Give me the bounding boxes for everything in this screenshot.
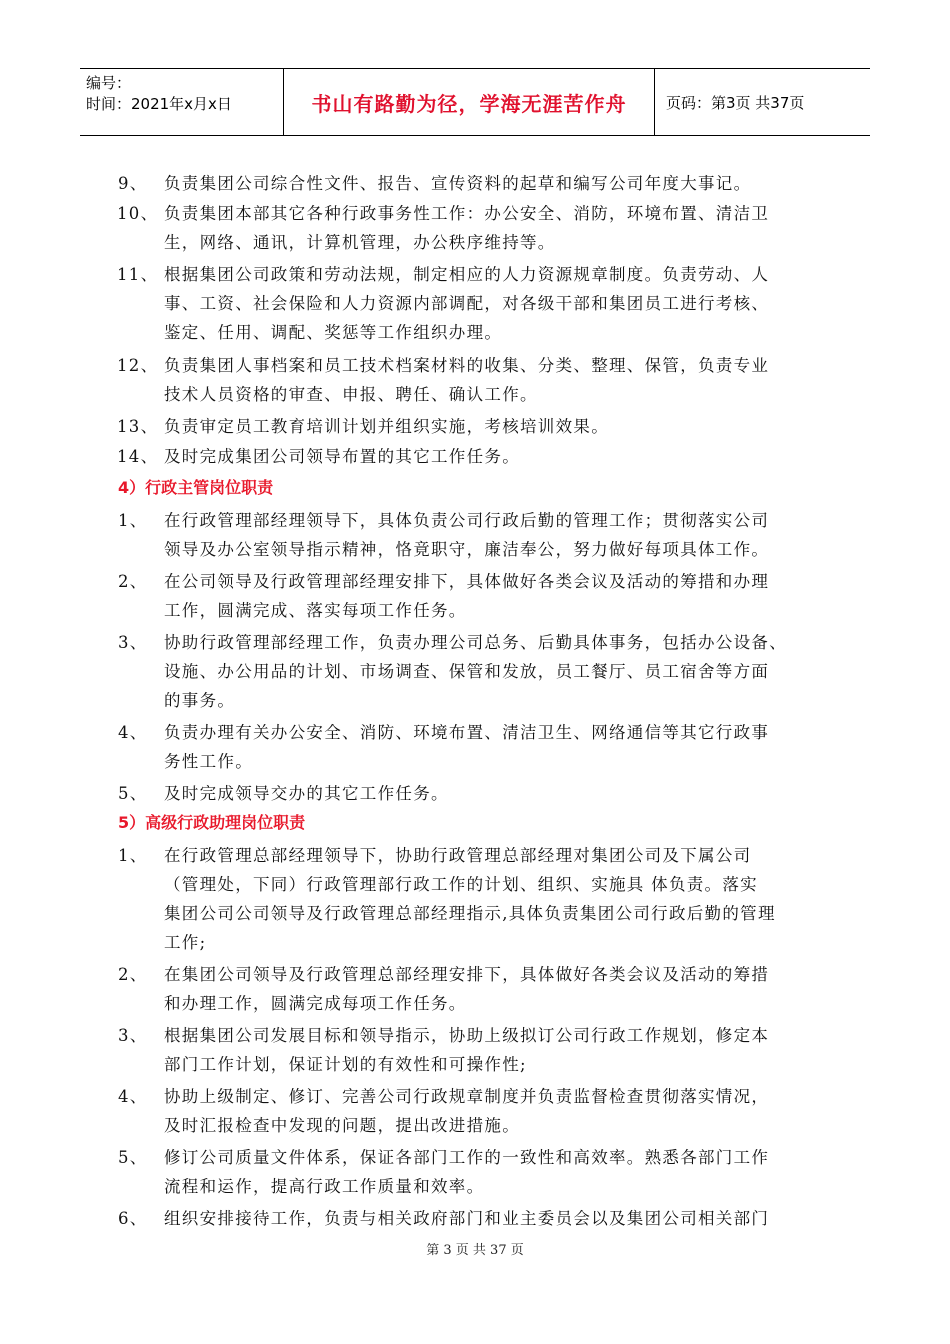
item-text-continued: 设施、办公用品的计划、市场调查、保管和发放，员工餐厅、员工宿舍等方面 <box>164 662 770 681</box>
item-text-continued: （管理处，下同）行政管理部行政工作的计划、组织、实施具 体负责。落实 <box>164 875 758 894</box>
item-text: 组织安排接待工作，负责与相关政府部门和业主委员会以及集团公司相关部门 <box>164 1209 770 1228</box>
item-number: 6、 <box>118 1209 148 1228</box>
header-divider <box>283 69 284 135</box>
item-number: 5、 <box>118 784 148 803</box>
item-text: 在集团公司领导及行政管理总部经理安排下，具体做好各类会议及活动的筹措 <box>164 965 770 984</box>
item-text-continued: 的事务。 <box>164 691 236 710</box>
item-number: 12、 <box>117 356 159 375</box>
item-number: 13、 <box>117 417 159 436</box>
item-text-continued: 鉴定、任用、调配、奖惩等工作组织办理。 <box>164 323 503 342</box>
header-motto: 书山有路勤为径，学海无涯苦作舟 <box>311 91 627 116</box>
item-text-continued: 及时汇报检查中发现的问题，提出改进措施。 <box>164 1116 520 1135</box>
item-text: 及时完成领导交办的其它工作任务。 <box>164 784 449 803</box>
item-text-continued: 工作，圆满完成、落实每项工作任务。 <box>164 601 467 620</box>
item-text-continued: 事、工资、社会保险和人力资源内部调配，对各级干部和集团员工进行考核、 <box>164 294 770 313</box>
item-text: 协助行政管理部经理工作，负责办理公司总务、后勤具体事务，包括办公设备、 <box>164 633 787 652</box>
item-number: 1、 <box>118 511 148 530</box>
item-text-continued: 领导及办公室领导指示精神，恪竟职守，廉洁奉公，努力做好每项具体工作。 <box>164 540 770 559</box>
item-text-continued: 和办理工作，圆满完成每项工作任务。 <box>164 994 467 1013</box>
item-number: 1、 <box>118 846 148 865</box>
item-text: 负责集团人事档案和员工技术档案材料的收集、分类、整理、保管，负责专业 <box>164 356 770 375</box>
time-label: 时间：2021年x月x日 <box>86 95 232 113</box>
item-text: 负责集团公司综合性文件、报告、宣传资料的起草和编写公司年度大事记。 <box>164 174 752 193</box>
item-text: 负责审定员工教育培训计划并组织实施，考核培训效果。 <box>164 417 609 436</box>
item-text: 在行政管理总部经理领导下，协助行政管理总部经理对集团公司及下属公司 <box>164 846 752 865</box>
item-text: 及时完成集团公司领导布置的其它工作任务。 <box>164 447 520 466</box>
item-number: 2、 <box>118 572 148 591</box>
header-meta <box>86 73 281 115</box>
item-text-continued: 部门工作计划，保证计划的有效性和可操作性; <box>164 1055 527 1074</box>
item-number: 10、 <box>117 204 159 223</box>
item-number: 11、 <box>117 265 159 284</box>
item-text: 修订公司质量文件体系，保证各部门工作的一致性和高效率。熟悉各部门工作 <box>164 1148 770 1167</box>
item-text: 协助上级制定、修订、完善公司行政规章制度并负责监督检查贯彻落实情况， <box>164 1087 770 1106</box>
item-text: 根据集团公司政策和劳动法规，制定相应的人力资源规章制度。负责劳动、人 <box>164 265 770 284</box>
item-number: 4、 <box>118 723 148 742</box>
section-heading: 4）行政主管岗位职责 <box>118 478 274 497</box>
item-text-continued: 集团公司公司领导及行政管理总部经理指示,具体负责集团公司行政后勤的管理 <box>164 904 776 923</box>
page-footer: 第 3 页 共 37 页 <box>426 1243 524 1258</box>
item-text: 负责集团本部其它各种行政事务性工作：办公安全、消防，环境布置、清洁卫 <box>164 204 770 223</box>
item-number: 3、 <box>118 633 148 652</box>
item-text-continued: 技术人员资格的审查、申报、聘任、确认工作。 <box>164 385 538 404</box>
item-text: 在行政管理部经理领导下，具体负责公司行政后勤的管理工作；贯彻落实公司 <box>164 511 770 530</box>
header-divider <box>654 69 655 135</box>
item-text-continued: 务性工作。 <box>164 752 253 771</box>
header-page-info: 页码：第3页 共37页 <box>666 93 805 112</box>
item-text-continued: 工作; <box>164 933 207 952</box>
serial-label: 编号： <box>86 74 132 92</box>
item-number: 3、 <box>118 1026 148 1045</box>
item-text-continued: 生，网络、通讯，计算机管理，办公秩序维持等。 <box>164 233 556 252</box>
section-heading: 5）高级行政助理岗位职责 <box>118 813 306 832</box>
item-number: 4、 <box>118 1087 148 1106</box>
page-header <box>80 68 870 136</box>
item-number: 5、 <box>118 1148 148 1167</box>
item-text: 负责办理有关办公安全、消防、环境布置、清洁卫生、网络通信等其它行政事 <box>164 723 770 742</box>
item-text: 在公司领导及行政管理部经理安排下，具体做好各类会议及活动的筹措和办理 <box>164 572 770 591</box>
item-number: 9、 <box>118 174 148 193</box>
item-number: 2、 <box>118 965 148 984</box>
item-text-continued: 流程和运作，提高行政工作质量和效率。 <box>164 1177 485 1196</box>
item-text: 根据集团公司发展目标和领导指示，协助上级拟订公司行政工作规划，修定本 <box>164 1026 770 1045</box>
item-number: 14、 <box>117 447 159 466</box>
